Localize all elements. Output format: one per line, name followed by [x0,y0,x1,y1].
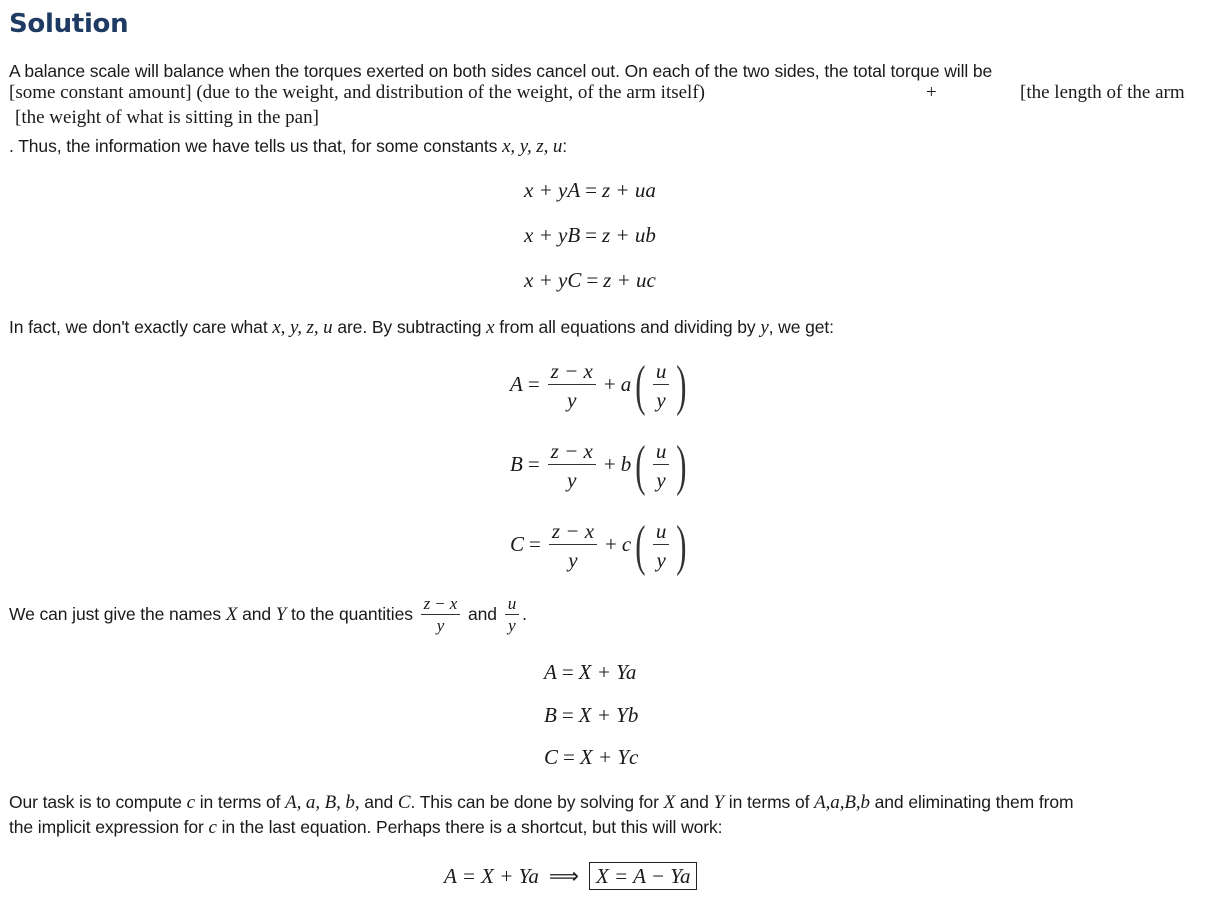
intro-plus: + [926,82,937,103]
fraction [653,518,670,575]
equation-3a: A = X + Ya [544,660,637,684]
paragraph-3 [9,586,527,643]
eq-lhs: A [544,660,557,684]
fraction [548,358,596,415]
paragraph-4-line-2 [9,816,722,839]
intro-line-1: A balance scale will balance when the torques exerted on both sides cancel out. On each of the two sides, the total torque will be [9,61,993,81]
fraction-denominator: y [653,544,670,575]
fraction [653,438,670,495]
vars-list: A,a,B,b [814,792,870,813]
fraction-numerator: z − x [550,358,593,383]
vars-list: A, a, B, b, [285,792,360,813]
var-c: c [186,792,195,813]
eq-rhs: X + Ya [578,660,637,684]
eq-lhs: x + yB [524,223,581,247]
fraction-denominator: y [505,614,519,637]
var-Y: Y [713,792,725,813]
eq-lhs: B [544,703,557,727]
intro-term-weight: [the weight of what is sitting in the pan] [15,107,319,128]
equation-2b: B = $\frac{z - x}{y}$ + b( $\frac{u}{y}$ ) [510,435,687,497]
para4-text: and [359,792,398,812]
fraction-denominator: y [548,464,596,495]
para4-text: in terms of [724,792,815,812]
fraction [549,518,597,575]
equation-3c: C = X + Yc [544,745,639,769]
left-paren: ( [635,355,646,417]
paragraph-4-line-1 [9,791,1074,814]
final-eq-lhs: A = X + Ya [444,864,539,888]
para2-var-y: y [760,317,769,338]
para2-vars: x, y, z, u [272,317,333,338]
eq-lhs: C [544,745,559,769]
fraction-numerator: u [655,358,667,383]
equation-2a: A = $\frac{z - x}{y}$ + a( $\frac{u}{y}$ ) [510,355,687,417]
fraction-denominator: y [548,384,596,415]
equation-3b: B = X + Yb [544,703,639,727]
eq-rhs: X + Yc [579,745,639,769]
eq-rhs: z + uc [603,268,656,292]
final-equation [444,864,697,889]
equation-1a: x + yA = z + ua [524,178,656,202]
intro-line-3-text: . Thus, the information we have tells us that, for some constants [9,136,503,156]
equation-1b: x + yB = z + ub [524,223,656,247]
para2-var-x: x [486,317,495,338]
para3-text: We can just give the names [9,604,226,624]
para2-text: are. By subtracting [332,317,487,337]
para4-text: . This can be done by solving for [410,792,664,812]
eq-lhs: x + yC [524,268,582,292]
fraction-denominator: y [549,544,597,575]
implies-arrow-icon: ⟹ [548,864,579,888]
eq-rhs: X + Yb [578,703,639,727]
fraction [548,438,596,495]
eq-coefficient: b [620,451,632,476]
fraction-numerator: u [655,438,667,463]
boxed-result: X = A − Ya [589,862,698,890]
right-paren: ) [676,355,687,417]
fraction-denominator: y [421,614,461,637]
para3-text: . [522,604,527,624]
eq-coefficient: a [620,371,632,396]
fraction-numerator: u [507,593,517,613]
eq-lhs: A [510,371,523,396]
fraction-numerator: z − x [423,593,458,613]
var-C: C [397,792,411,813]
eq-coefficient: c [621,531,632,556]
eq-rhs: z + ub [601,223,656,247]
para3-text: and [463,604,502,624]
right-paren: ) [676,435,687,497]
para4-text: in the last equation. Perhaps there is a shortcut, but this will work: [216,817,723,837]
left-paren: ( [635,515,646,577]
para4-text: and eliminating them from [869,792,1074,812]
var-c: c [208,817,217,838]
fraction-denominator: y [653,384,670,415]
eq-lhs: x + yA [524,178,581,202]
var-X: X [225,604,238,625]
intro-line-3 [9,135,567,158]
fraction-denominator: y [653,464,670,495]
fraction-z-minus-x-over-y [421,594,461,637]
intro-vars: x, y, z, u [502,136,563,157]
para2-text: In fact, we don't exactly care what [9,317,273,337]
page-title: Solution [9,9,129,39]
right-paren: ) [676,515,687,577]
var-Y: Y [275,604,287,625]
fraction-numerator: z − x [550,438,593,463]
para4-text: Our task is to compute [9,792,187,812]
intro-term-constant: [some constant amount] (due to the weight, and distribution of the weight, of the arm itself) [9,82,705,103]
left-paren: ( [635,435,646,497]
equation-2c: C = $\frac{z - x}{y}$ + c( $\frac{u}{y}$ ) [510,515,687,577]
eq-lhs: C [510,531,525,556]
equation-1c: x + yC = z + uc [524,268,656,292]
paragraph-2 [9,316,834,339]
para2-text: , we get: [768,317,834,337]
fraction-numerator: u [655,518,667,543]
intro-line-3-suffix: : [562,136,568,156]
para2-text: from all equations and dividing by [494,317,761,337]
fraction-u-over-y [505,594,519,637]
fraction [653,358,670,415]
fraction-numerator: z − x [551,518,595,543]
eq-lhs: B [510,451,523,476]
para4-text: and [675,792,714,812]
para4-text: in terms of [194,792,286,812]
eq-rhs: z + ua [601,178,656,202]
para3-text: to the quantities [286,604,418,624]
intro-term-length: [the length of the arm [1020,82,1185,103]
para3-text: and [237,604,276,624]
para4-text: the implicit expression for [9,817,209,837]
var-X: X [663,792,676,813]
